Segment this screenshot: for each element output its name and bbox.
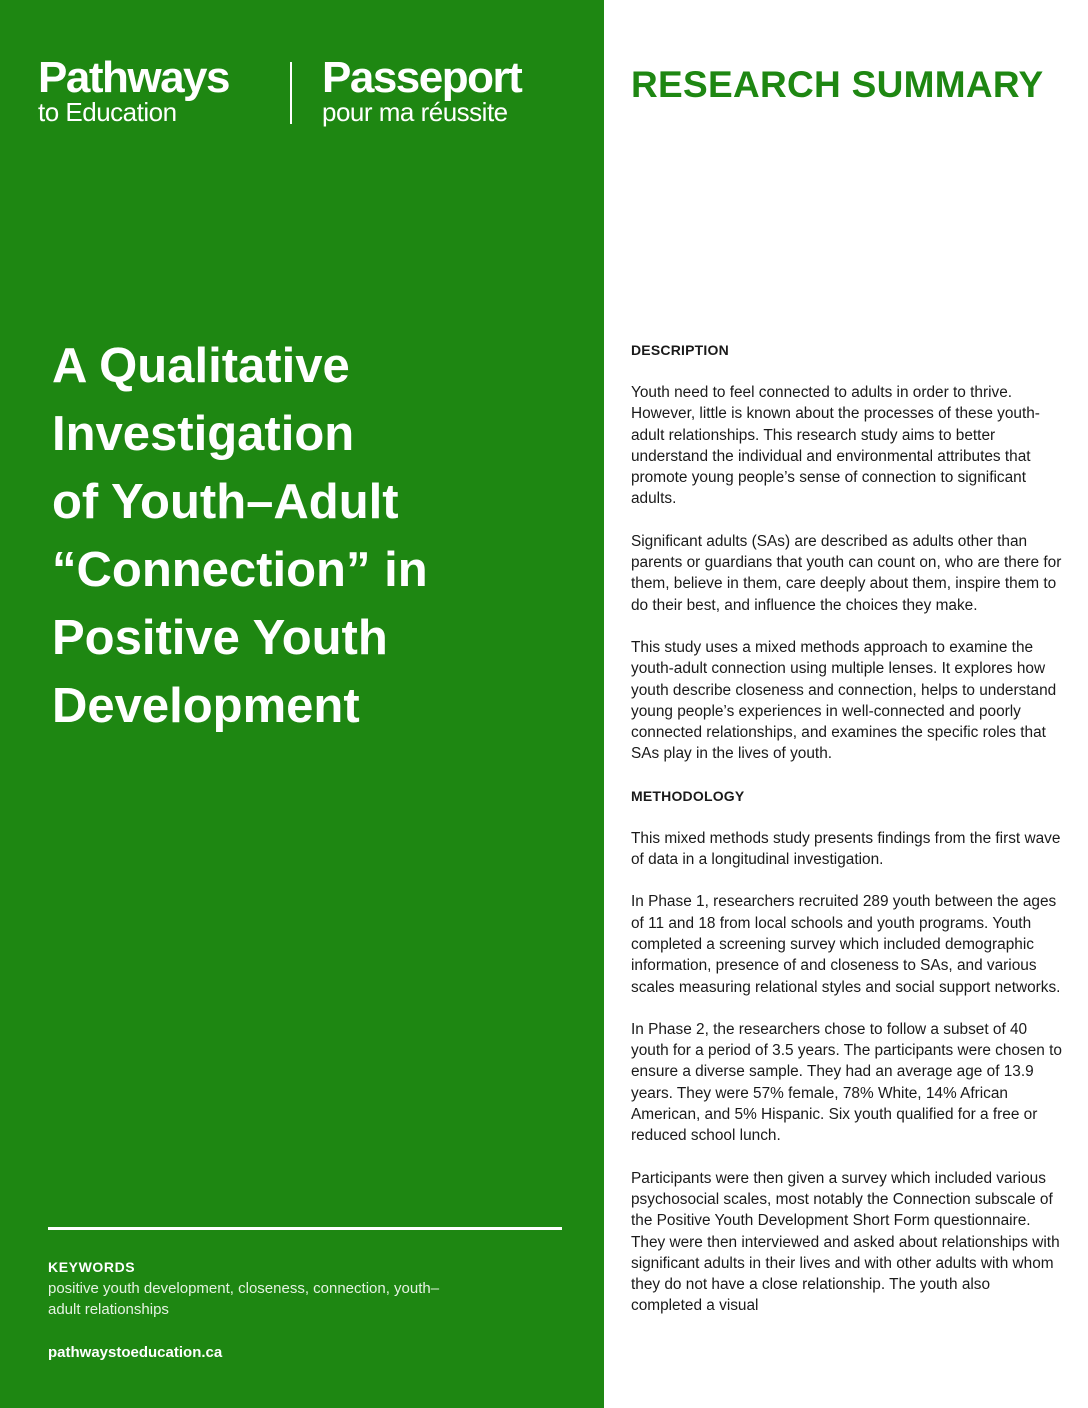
methodology-paragraph: In Phase 1, researchers recruited 289 youth between the ages of 11 and 18 from local schools and youth programs. Youth completed a screening survey which included demographic information, presence of and closeness to SAs, and various scales measuring relational styles and social support networks. bbox=[631, 893, 1061, 996]
logo-french-tagline: pour ma réussite bbox=[322, 97, 508, 127]
title-line: Investigation bbox=[52, 407, 355, 461]
logo-english-tagline: to Education bbox=[38, 97, 177, 127]
summary-body bbox=[631, 340, 1063, 1338]
logo-english-name: Pathways bbox=[38, 53, 229, 102]
logo-french-name: Passeport bbox=[322, 53, 522, 102]
title-line: A Qualitative bbox=[52, 339, 350, 393]
document-title bbox=[52, 332, 572, 740]
pathways-logo bbox=[38, 53, 229, 127]
description-paragraph: Significant adults (SAs) are described as adults other than parents or guardians that youth can count on, who are there for them, believe in them, care deeply about them, inspire them to do their best, and influence the choices they make. bbox=[631, 532, 1062, 614]
passeport-logo bbox=[322, 53, 522, 127]
methodology-paragraph: In Phase 2, the researchers chose to follow a subset of 40 youth for a period of 3.5 years. The participants were chosen to ensure a diverse sample. They had an average age of 13.9 years. They were 57% female, 78% White, 14% African American, and 5% Hispanic. Six youth qualified for a free or reduced school lunch. bbox=[631, 1020, 1062, 1145]
title-line: of Youth–Adult bbox=[52, 475, 399, 529]
website-link[interactable]: pathwaystoeducation.ca bbox=[48, 1344, 223, 1361]
logo-divider bbox=[290, 62, 292, 124]
methodology-heading: METHODOLOGY bbox=[631, 787, 745, 804]
methodology-paragraph: This mixed methods study presents findings from the first wave of data in a longitudinal investigation. bbox=[631, 829, 1061, 869]
document-type-heading: RESEARCH SUMMARY bbox=[631, 64, 1044, 105]
divider-rule bbox=[48, 1227, 562, 1230]
description-paragraph: This study uses a mixed methods approach to examine the youth-adult connection using multiple lenses. It explores how youth describe closeness and connection, helps to understand young people’s experiences in well-connected and poorly connected relationships, and examines the specific roles that SAs play in the lives of youth. bbox=[631, 638, 1057, 763]
keywords-text: positive youth development, closeness, connection, youth–adult relationships bbox=[48, 1280, 440, 1318]
methodology-paragraph: Participants were then given a survey which included various psychosocial scales, most notably the Connection subscale of the Positive Youth Development Short Form questionnaire. They were then interviewed and asked about relationships with significant adults in their lives and with other adults with whom they do not have a close relationship. The youth also completed a visual bbox=[631, 1169, 1060, 1315]
keywords-heading: KEYWORDS bbox=[48, 1259, 136, 1275]
title-line: “Connection” in bbox=[52, 543, 428, 597]
description-heading: DESCRIPTION bbox=[631, 342, 729, 358]
title-line: Development bbox=[52, 679, 360, 733]
title-line: Positive Youth bbox=[52, 611, 388, 665]
description-paragraph: Youth need to feel connected to adults in order to thrive. However, little is known about the processes of these youth-adult relationships. This research study aims to better understand the individual and environmental attributes that promote young people’s sense of connection to significant adults. bbox=[631, 384, 1040, 508]
